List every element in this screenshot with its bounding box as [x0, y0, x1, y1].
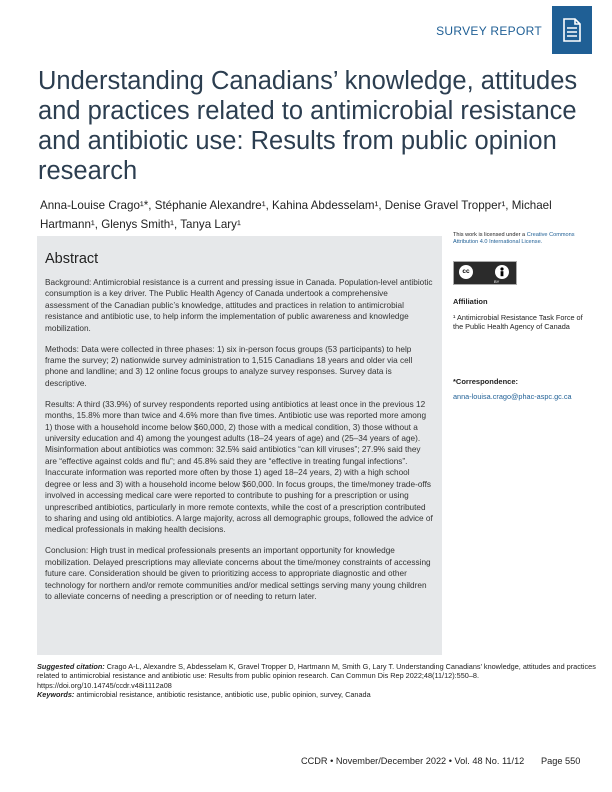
affiliation-text: ¹ Antimicrobial Resistance Task Force of the Public Health Agency of Canada: [453, 313, 583, 332]
abstract-body: [45, 277, 433, 612]
keywords-text: antimicrobial resistance, antibiotic resistance, antibiotic use, public opinion, survey, Canada: [74, 689, 371, 699]
suggested-citation: [37, 662, 597, 699]
article-title: Understanding Canadians’ knowledge, attitudes and practices related to antimicrobial resistance and antibiotic use: Results from public opinion research: [38, 67, 578, 185]
keywords-label: Keywords:: [37, 689, 75, 699]
abstract-background: Background: Antimicrobial resistance is a current and pressing issue in Canada. Population-level antibiotic consumption is a key driver. The Public Health Agency of Canada undertook a comprehensive assessment of the Canadian public’s knowledge, attitudes and practices in relation to antimicrobial resistance and antibiotic use, to help inform the implementation of public awareness and knowledge mobilization.: [45, 278, 433, 333]
abstract-heading: Abstract: [45, 251, 99, 267]
cc-icon: cc: [459, 265, 473, 279]
affiliation-heading: Affiliation: [453, 297, 488, 306]
correspondence-heading: *Correspondence:: [453, 377, 519, 386]
license-prefix: This work is licensed under a: [453, 232, 527, 238]
document-icon: [552, 6, 592, 54]
person-icon: [495, 265, 509, 279]
abstract-results: Results: A third (33.9%) of survey respondents reported using antibiotics at least once in the previous 12 months, 15.8% more than twice and 4.6% more than five times. Antibiotic use was reported more among 1) those with a household income below $60,000, 2) those with a medical condition, 3) those without a university education and 4) among the youngest adults (18–24 years of age) and (25–34 years of age). Misinformation about antibiotics was common: 32.5% said antibiotics “can kill viruses”; 27.9% said they are “effective against colds and flu”; and 45.8% said they are “effective in treating fungal infections”. Inaccurate information was reported more often by those 1) aged 18–24 years, 2) with a high school degree or less and 3) with a household income below $60,000. In focus groups, the time/money trade-offs involved in accessing medical care were reported to contribute to pushing for a prescription or using unprescribed antibiotics, particularly in more remote contexts, while the cost of a prescription contributed to sharing and using old antibiotics. A large majority, across all demographic groups, followed the advice of medical professionals in making health decisions.: [45, 399, 433, 535]
by-label: BY: [494, 279, 500, 284]
abstract-conclusion: Conclusion: High trust in medical professionals presents an important opportunity for knowledge mobilization. Delayed prescriptions may alleviate concerns about the time/money constraints of accessing future care. Consideration should be given to prioritizing access to appropriate diagnostic and other technology for northern and/or remote communities and/or medical settings serving many young children to alleviate concerns of needing a prescription or of needing to return later.: [45, 546, 431, 601]
correspondence-email[interactable]: anna-louisa.crago@phac-aspc.gc.ca: [453, 392, 572, 401]
author-list: Anna-Louise Crago¹*, Stéphanie Alexandre¹, Kahina Abdesselam¹, Denise Gravel Tropper¹, Michael Hartmann¹, Glenys Smith¹, Tanya Lary¹: [40, 199, 552, 231]
abstract-methods: Methods: Data were collected in three phases: 1) six in-person focus groups (53 participants) to help frame the survey; 2) nationwide survey administration to 1,515 Canadians 18 years and older via cell phone and landline; and 3) 12 online focus groups to analyze survey responses. Survey data is descriptive.: [45, 344, 413, 388]
cc-by-badge[interactable]: [453, 261, 517, 285]
citation-label: Suggested citation:: [37, 662, 105, 671]
license-notice: [453, 232, 588, 246]
license-link[interactable]: Creative Commons Attribution 4.0 International License.: [453, 232, 575, 245]
page-number: Page 550: [541, 756, 581, 766]
survey-report-label: SURVEY REPORT: [436, 24, 542, 38]
citation-text: Crago A-L, Alexandre S, Abdesselam K, Gravel Tropper D, Hartmann M, Smith G, Lary T. Understanding Canadians’ knowledge, attitudes and practices related to antimicrobial resistance and antibiotic use: Results from public opinion research. Can Commun Dis Rep 2022;48(11/12):550–8. https://doi.org/10.14745/ccdr.v48i1112a08: [37, 662, 596, 690]
journal-footer: CCDR • November/December 2022 • Vol. 48 No. 11/12: [301, 756, 525, 766]
